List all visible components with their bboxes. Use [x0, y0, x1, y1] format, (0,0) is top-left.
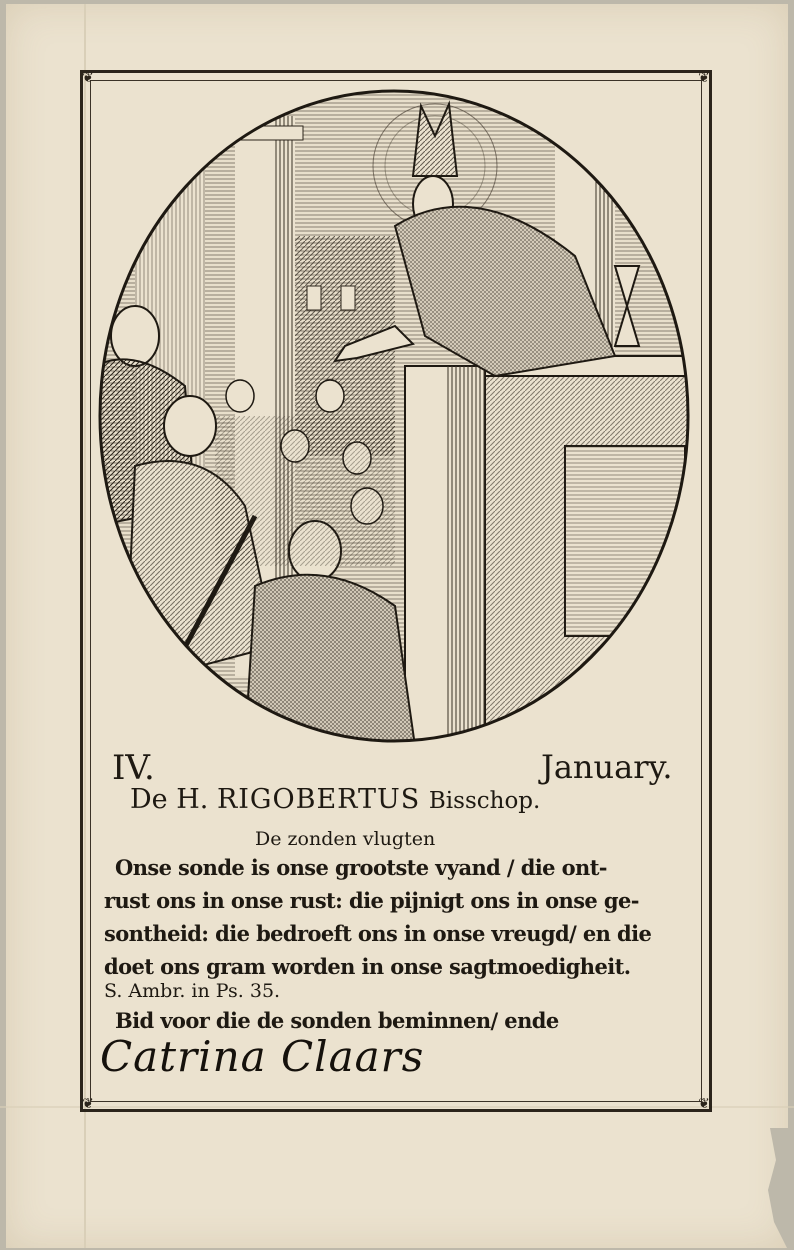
- saint-title-prefix: De H.: [130, 784, 209, 815]
- handwritten-signature: Catrina Claars: [100, 1032, 425, 1081]
- month-label: January.: [541, 748, 673, 786]
- saint-heading: [130, 784, 540, 815]
- saint-rank: Bisschop.: [428, 788, 541, 814]
- saint-name: RIGOBERTUS: [216, 784, 421, 815]
- text-line-3: sontheid: die bedroeft ons in onse vreugd/ en die: [104, 921, 652, 946]
- text-line-1: Onse sonde is onse grootste vyand / die ont-: [115, 855, 607, 880]
- citation: S. Ambr. in Ps. 35.: [104, 980, 281, 1002]
- corner-ornament-top-left: ❦: [82, 70, 94, 86]
- corner-ornament-top-right: ❦: [698, 70, 710, 86]
- corner-ornament-bottom-left: ❦: [82, 1096, 94, 1112]
- subtitle: De zonden vlugten: [255, 828, 436, 850]
- engraving-oval-scene: [95, 86, 693, 746]
- prayer-line: Bid voor die de sonden beminnen/ ende: [115, 1008, 559, 1033]
- corner-ornament-bottom-right: ❦: [698, 1096, 710, 1112]
- day-number: IV.: [112, 748, 155, 788]
- text-line-4: doet ons gram worden in onse sagtmoedigheit.: [104, 954, 631, 979]
- text-line-2: rust ons in onse rust: die pijnigt ons in onse ge-: [104, 888, 639, 913]
